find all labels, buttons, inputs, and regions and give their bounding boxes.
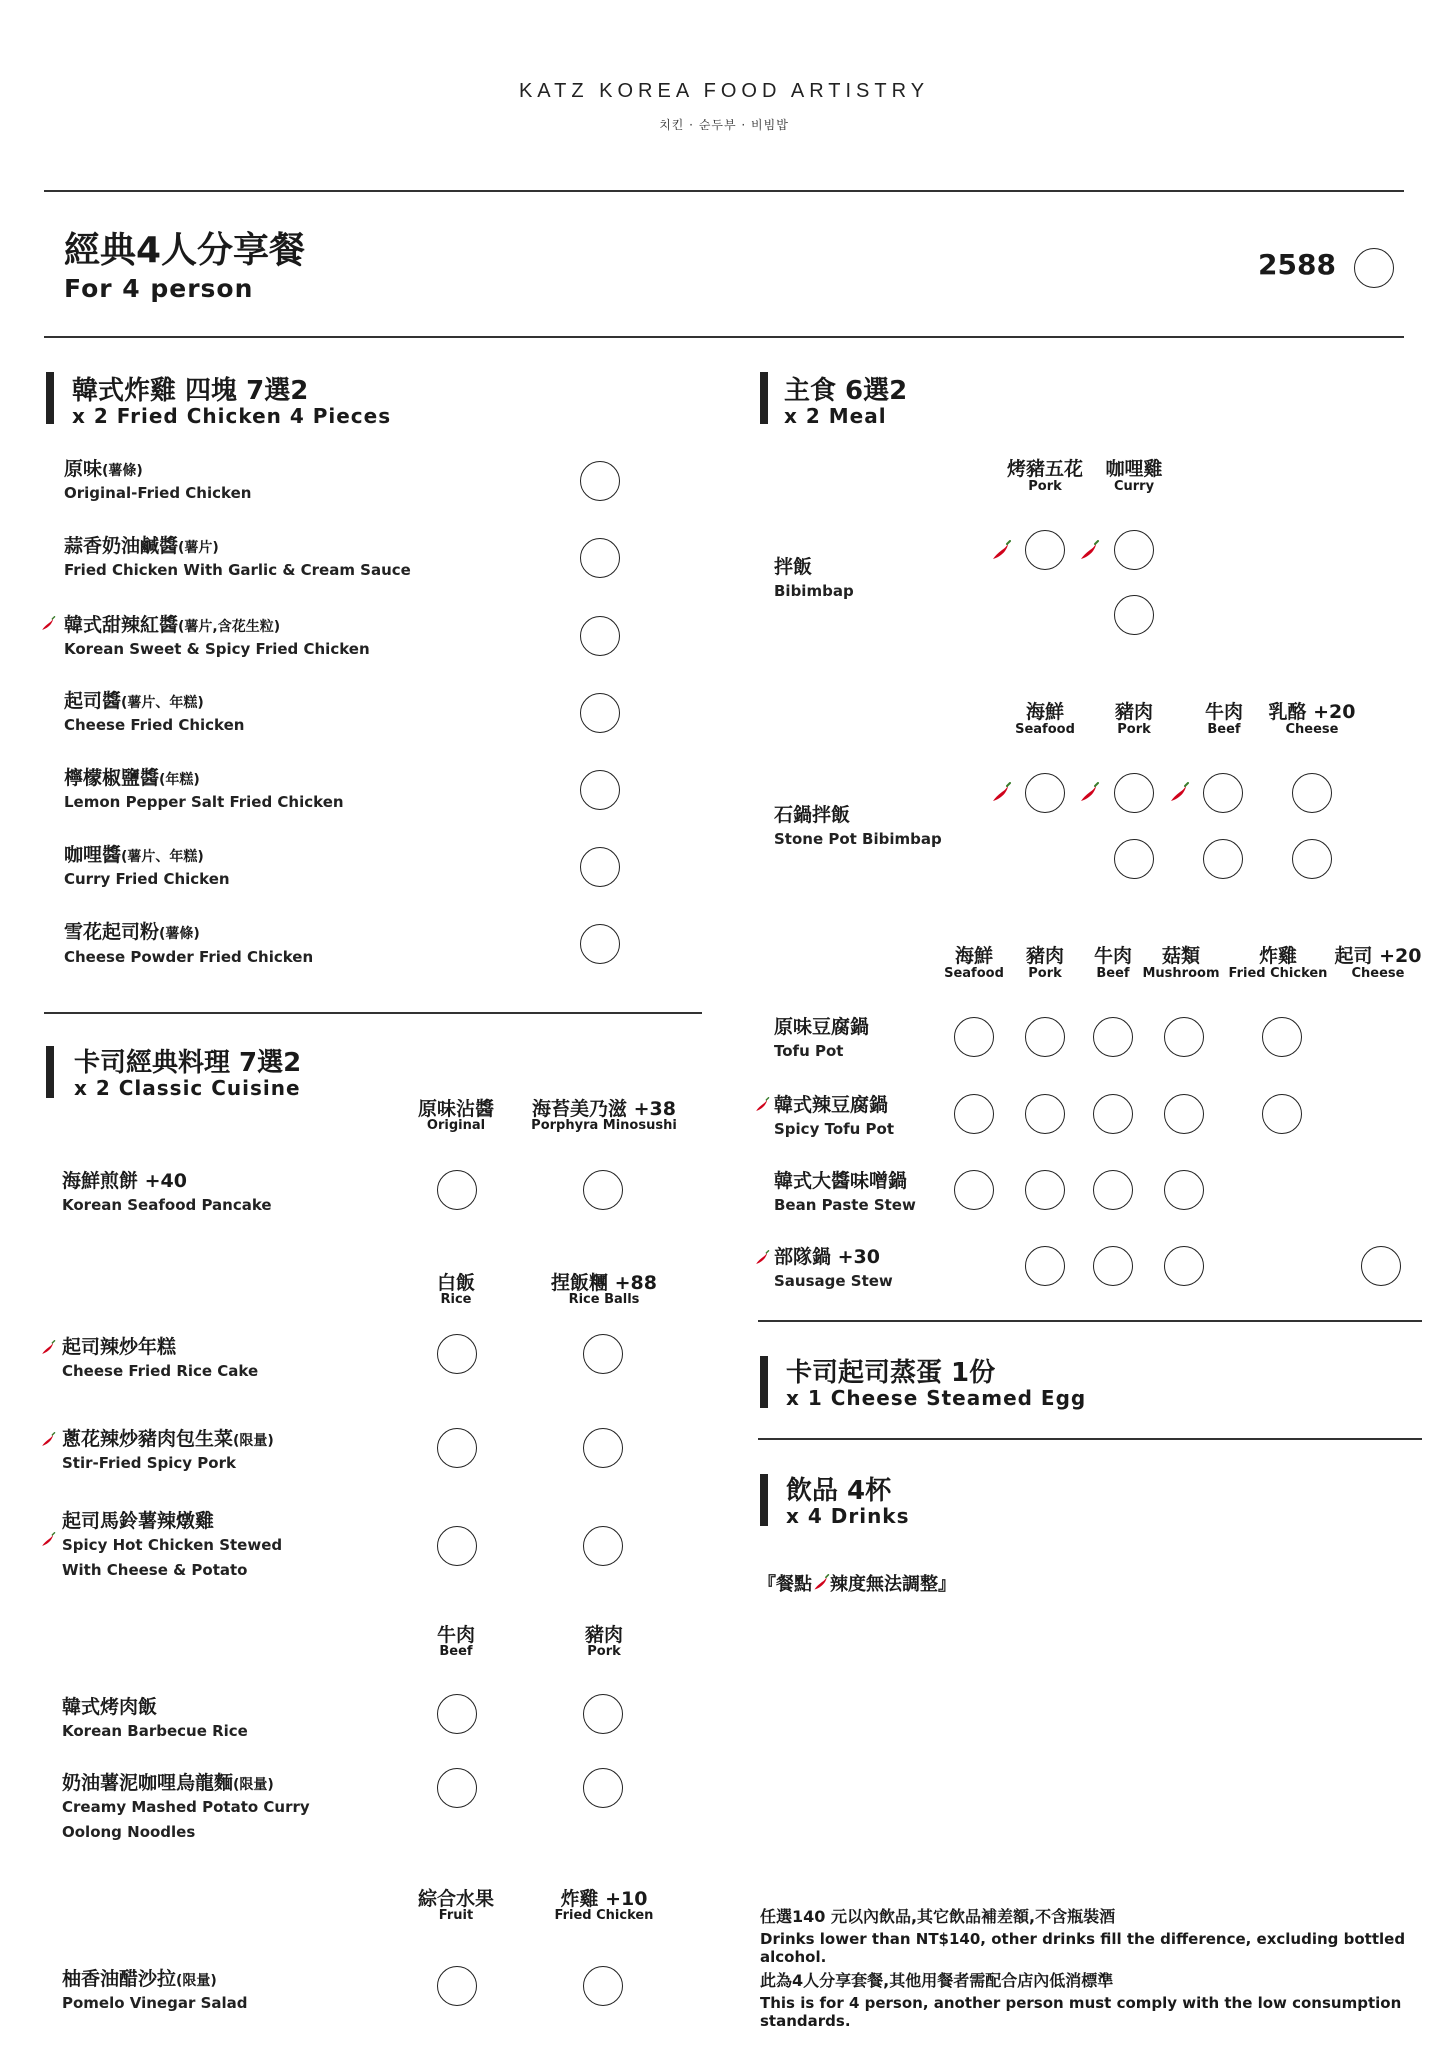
column-header-en: Original (426, 1118, 486, 1133)
egg-subtitle: x 1 Cheese Steamed Egg (786, 1386, 1087, 1410)
consumption-policy-en: This is for 4 person, another person must comply with the low consumption standards. (760, 1994, 1402, 2030)
column-header-en: Fried Chicken (1228, 966, 1328, 981)
column-header: 豬肉 (1114, 701, 1153, 723)
chili-icon (754, 1250, 770, 1266)
classic-item-name: 海鮮煎餅 +40 (62, 1170, 187, 1192)
column-header-en: Beef (1096, 966, 1130, 981)
chicken-item-name: 起司醬(薯片、年糕) (64, 690, 204, 712)
option-checkbox[interactable] (437, 1334, 477, 1374)
chili-icon (990, 540, 1012, 562)
chicken-subtitle: x 2 Fried Chicken 4 Pieces (72, 404, 392, 428)
column-header-en: Beef (1207, 722, 1241, 737)
option-checkbox[interactable] (437, 1428, 477, 1468)
stonepot-label: 石鍋拌飯 (774, 804, 851, 826)
column-header-en: Fruit (438, 1908, 474, 1923)
column-header-en: Seafood (944, 966, 1004, 981)
chicken-option-checkbox[interactable] (580, 847, 620, 887)
option-checkbox[interactable] (1292, 773, 1332, 813)
chicken-item-en: Cheese Powder Fried Chicken (64, 948, 314, 966)
column-header-en: Pork (1028, 966, 1062, 981)
brand-subtitle: 치킨 · 순두부 · 비빔밥 (659, 118, 789, 132)
column-header: 牛肉 (1093, 945, 1132, 967)
option-checkbox[interactable] (1262, 1017, 1302, 1057)
divider (44, 1012, 702, 1014)
chicken-item-name: 韓式甜辣紅醬(薯片,含花生粒) (64, 614, 281, 636)
chicken-option-checkbox[interactable] (580, 461, 620, 501)
bibimbap-label: 拌飯 (774, 556, 813, 578)
option-checkbox[interactable] (1025, 530, 1065, 570)
classic-item-name: 起司馬鈴薯辣燉雞 (62, 1510, 215, 1532)
classic-item-name: 韓式烤肉飯 (62, 1696, 158, 1718)
column-header: 綜合水果 (417, 1888, 494, 1910)
section-marker (760, 1474, 768, 1526)
drink-policy: 任選140 元以內飲品,其它飲品補差額,不含瓶裝酒 (760, 1907, 1116, 1926)
option-checkbox[interactable] (583, 1428, 623, 1468)
option-checkbox[interactable] (954, 1170, 994, 1210)
chicken-item-en: Lemon Pepper Salt Fried Chicken (64, 793, 344, 811)
meal-title: 主食 6選2 (784, 376, 908, 406)
chicken-option-checkbox[interactable] (580, 770, 620, 810)
classic-item-en: Cheese Fried Rice Cake (62, 1362, 259, 1380)
meal-subtitle: x 2 Meal (784, 404, 887, 428)
classic-item-name: 柚香油醋沙拉(限量) (62, 1968, 217, 1990)
option-checkbox[interactable] (583, 1768, 623, 1808)
column-header-en: Pork (587, 1644, 621, 1659)
page-subtitle: For 4 person (64, 274, 254, 303)
divider (758, 1320, 1422, 1322)
chicken-item-name: 檸檬椒鹽醬(年糕) (64, 767, 200, 789)
column-header: 豬肉 (584, 1624, 623, 1646)
option-checkbox[interactable] (1025, 1017, 1065, 1057)
chicken-item-name: 咖哩醬(薯片、年糕) (64, 844, 204, 866)
option-checkbox[interactable] (1093, 1017, 1133, 1057)
chili-icon (40, 1432, 56, 1448)
section-marker (760, 1356, 768, 1408)
column-header-en: Beef (439, 1644, 473, 1659)
price: 2588 (1258, 248, 1336, 281)
divider (758, 1438, 1422, 1440)
option-checkbox[interactable] (583, 1334, 623, 1374)
column-header: 起司 +20 (1334, 945, 1422, 967)
option-checkbox[interactable] (583, 1170, 623, 1210)
column-header-en: Cheese (1351, 966, 1405, 981)
classic-item-name: 奶油薯泥咖哩烏龍麵(限量) (62, 1772, 274, 1794)
bibimbap-label-en: Bibimbap (774, 582, 854, 600)
column-header: 乳酪 +20 (1268, 701, 1356, 723)
column-header-en: Pork (1028, 479, 1062, 494)
column-header-en: Fried Chicken (554, 1908, 654, 1923)
chicken-item-name: 雪花起司粉(薯條) (64, 921, 200, 943)
option-checkbox[interactable] (437, 1694, 477, 1734)
chicken-item-en: Curry Fried Chicken (64, 870, 230, 888)
option-checkbox[interactable] (1262, 1094, 1302, 1134)
divider (44, 190, 1404, 192)
column-header: 海鮮 (954, 945, 993, 967)
column-header: 炸雞 (1258, 945, 1297, 967)
classic-item-name: 蔥花辣炒豬肉包生菜(限量) (62, 1428, 274, 1450)
classic-subtitle: x 2 Classic Cuisine (74, 1076, 301, 1100)
classic-item-en: Korean Seafood Pancake (62, 1196, 272, 1214)
option-checkbox[interactable] (954, 1017, 994, 1057)
column-header: 白飯 (436, 1272, 475, 1294)
column-header-en: Rice (440, 1292, 472, 1307)
tofu-row-label-en: Spicy Tofu Pot (774, 1120, 895, 1138)
option-checkbox[interactable] (1025, 1246, 1065, 1286)
tofu-row-label-en: Sausage Stew (774, 1272, 893, 1290)
option-checkbox[interactable] (954, 1094, 994, 1134)
section-marker (760, 372, 768, 424)
option-checkbox[interactable] (1114, 773, 1154, 813)
option-checkbox[interactable] (1164, 1246, 1204, 1286)
classic-title: 卡司經典料理 7選2 (74, 1048, 302, 1078)
chili-icon (754, 1097, 770, 1113)
classic-item-en-line2: Oolong Noodles (62, 1823, 196, 1841)
option-checkbox[interactable] (1203, 773, 1243, 813)
tofu-row-label: 原味豆腐鍋 (774, 1016, 870, 1038)
chili-icon (1168, 782, 1190, 804)
column-header: 烤豬五花 (1006, 458, 1083, 480)
column-header: 捏飯糰 +88 (551, 1272, 657, 1294)
option-checkbox[interactable] (437, 1526, 477, 1566)
column-header: 菇類 (1161, 945, 1200, 967)
option-checkbox[interactable] (1114, 839, 1154, 879)
brand-name: KATZ KOREA FOOD ARTISTRY (518, 80, 930, 102)
tofu-row-label: 韓式辣豆腐鍋 (774, 1094, 889, 1116)
option-checkbox[interactable] (1164, 1017, 1204, 1057)
egg-title: 卡司起司蒸蛋 1份 (786, 1358, 996, 1388)
chili-icon (40, 616, 56, 632)
classic-item-en: Stir-Fried Spicy Pork (62, 1454, 236, 1472)
drinks-title: 飲品 4杯 (786, 1476, 892, 1506)
chicken-item-en: Original-Fried Chicken (64, 484, 252, 502)
option-checkbox[interactable] (1025, 1170, 1065, 1210)
divider (44, 336, 1404, 338)
option-checkbox[interactable] (1203, 839, 1243, 879)
column-header: 原味沾醬 (417, 1098, 494, 1120)
option-checkbox[interactable] (1292, 839, 1332, 879)
chili-icon (1078, 782, 1100, 804)
column-header-en: Seafood (1015, 722, 1075, 737)
option-checkbox[interactable] (1093, 1170, 1133, 1210)
chicken-item-en: Cheese Fried Chicken (64, 716, 245, 734)
chicken-item-name: 蒜香奶油鹹醬(薯片) (64, 535, 219, 557)
column-header-en: Curry (1113, 479, 1155, 494)
option-checkbox[interactable] (1114, 530, 1154, 570)
column-header: 海苔美乃滋 +38 (532, 1098, 676, 1120)
option-checkbox[interactable] (1361, 1246, 1401, 1286)
column-header: 炸雞 +10 (560, 1888, 648, 1910)
page-title: 經典4人分享餐 (64, 230, 306, 271)
chili-icon (40, 1340, 56, 1356)
consumption-policy: 此為4人分享套餐,其他用餐者需配合店內低消標準 (760, 1971, 1114, 1990)
classic-item-en-line2: With Cheese & Potato (62, 1561, 248, 1579)
set-checkbox[interactable] (1354, 248, 1394, 288)
section-marker (46, 1046, 54, 1098)
option-checkbox[interactable] (1164, 1094, 1204, 1134)
option-checkbox[interactable] (583, 1526, 623, 1566)
classic-item-en: Creamy Mashed Potato Curry (62, 1798, 310, 1816)
column-header: 牛肉 (436, 1624, 475, 1646)
chili-icon (812, 1574, 830, 1592)
option-checkbox[interactable] (1025, 773, 1065, 813)
option-checkbox[interactable] (437, 1768, 477, 1808)
chicken-option-checkbox[interactable] (580, 538, 620, 578)
chili-icon (1078, 540, 1100, 562)
classic-item-en: Spicy Hot Chicken Stewed (62, 1536, 283, 1554)
option-checkbox[interactable] (583, 1694, 623, 1734)
spice-note: 『餐點 辣度無法調整』 (758, 1574, 956, 1595)
chicken-title: 韓式炸雞 四塊 7選2 (72, 376, 309, 406)
column-header-en: Mushroom (1142, 966, 1220, 981)
tofu-row-label-en: Bean Paste Stew (774, 1196, 916, 1214)
option-checkbox[interactable] (1093, 1094, 1133, 1134)
option-checkbox[interactable] (1025, 1094, 1065, 1134)
chicken-option-checkbox[interactable] (580, 616, 620, 656)
chicken-option-checkbox[interactable] (580, 924, 620, 964)
section-marker (46, 372, 54, 424)
option-checkbox[interactable] (437, 1170, 477, 1210)
chili-icon (40, 1532, 56, 1548)
column-header-en: Rice Balls (568, 1292, 640, 1307)
column-header: 牛肉 (1204, 701, 1243, 723)
option-checkbox[interactable] (1114, 595, 1154, 635)
chicken-option-checkbox[interactable] (580, 693, 620, 733)
chicken-item-en: Fried Chicken With Garlic & Cream Sauce (64, 561, 411, 579)
column-header-en: Cheese (1285, 722, 1339, 737)
drink-policy-en: Drinks lower than NT$140, other drinks fill the difference, excluding bottled alcohol. (760, 1930, 1406, 1966)
stonepot-label-en: Stone Pot Bibimbap (774, 830, 942, 848)
option-checkbox[interactable] (1164, 1170, 1204, 1210)
option-checkbox[interactable] (437, 1966, 477, 2006)
option-checkbox[interactable] (583, 1966, 623, 2006)
chili-icon (990, 782, 1012, 804)
column-header-en: Pork (1117, 722, 1151, 737)
classic-item-en: Korean Barbecue Rice (62, 1722, 248, 1740)
classic-item-name: 起司辣炒年糕 (62, 1336, 177, 1358)
tofu-row-label: 韓式大醬味噌鍋 (774, 1170, 908, 1192)
column-header: 海鮮 (1025, 701, 1064, 723)
drinks-subtitle: x 4 Drinks (786, 1504, 910, 1528)
classic-item-en: Pomelo Vinegar Salad (62, 1994, 248, 2012)
tofu-row-label-en: Tofu Pot (774, 1042, 844, 1060)
option-checkbox[interactable] (1093, 1246, 1133, 1286)
chicken-item-name: 原味(薯條) (64, 458, 143, 480)
column-header-en: Porphyra Minosushi (531, 1118, 677, 1133)
chicken-item-en: Korean Sweet & Spicy Fried Chicken (64, 640, 370, 658)
column-header: 豬肉 (1025, 945, 1064, 967)
tofu-row-label: 部隊鍋 +30 (774, 1246, 880, 1268)
column-header: 咖哩雞 (1105, 458, 1163, 480)
